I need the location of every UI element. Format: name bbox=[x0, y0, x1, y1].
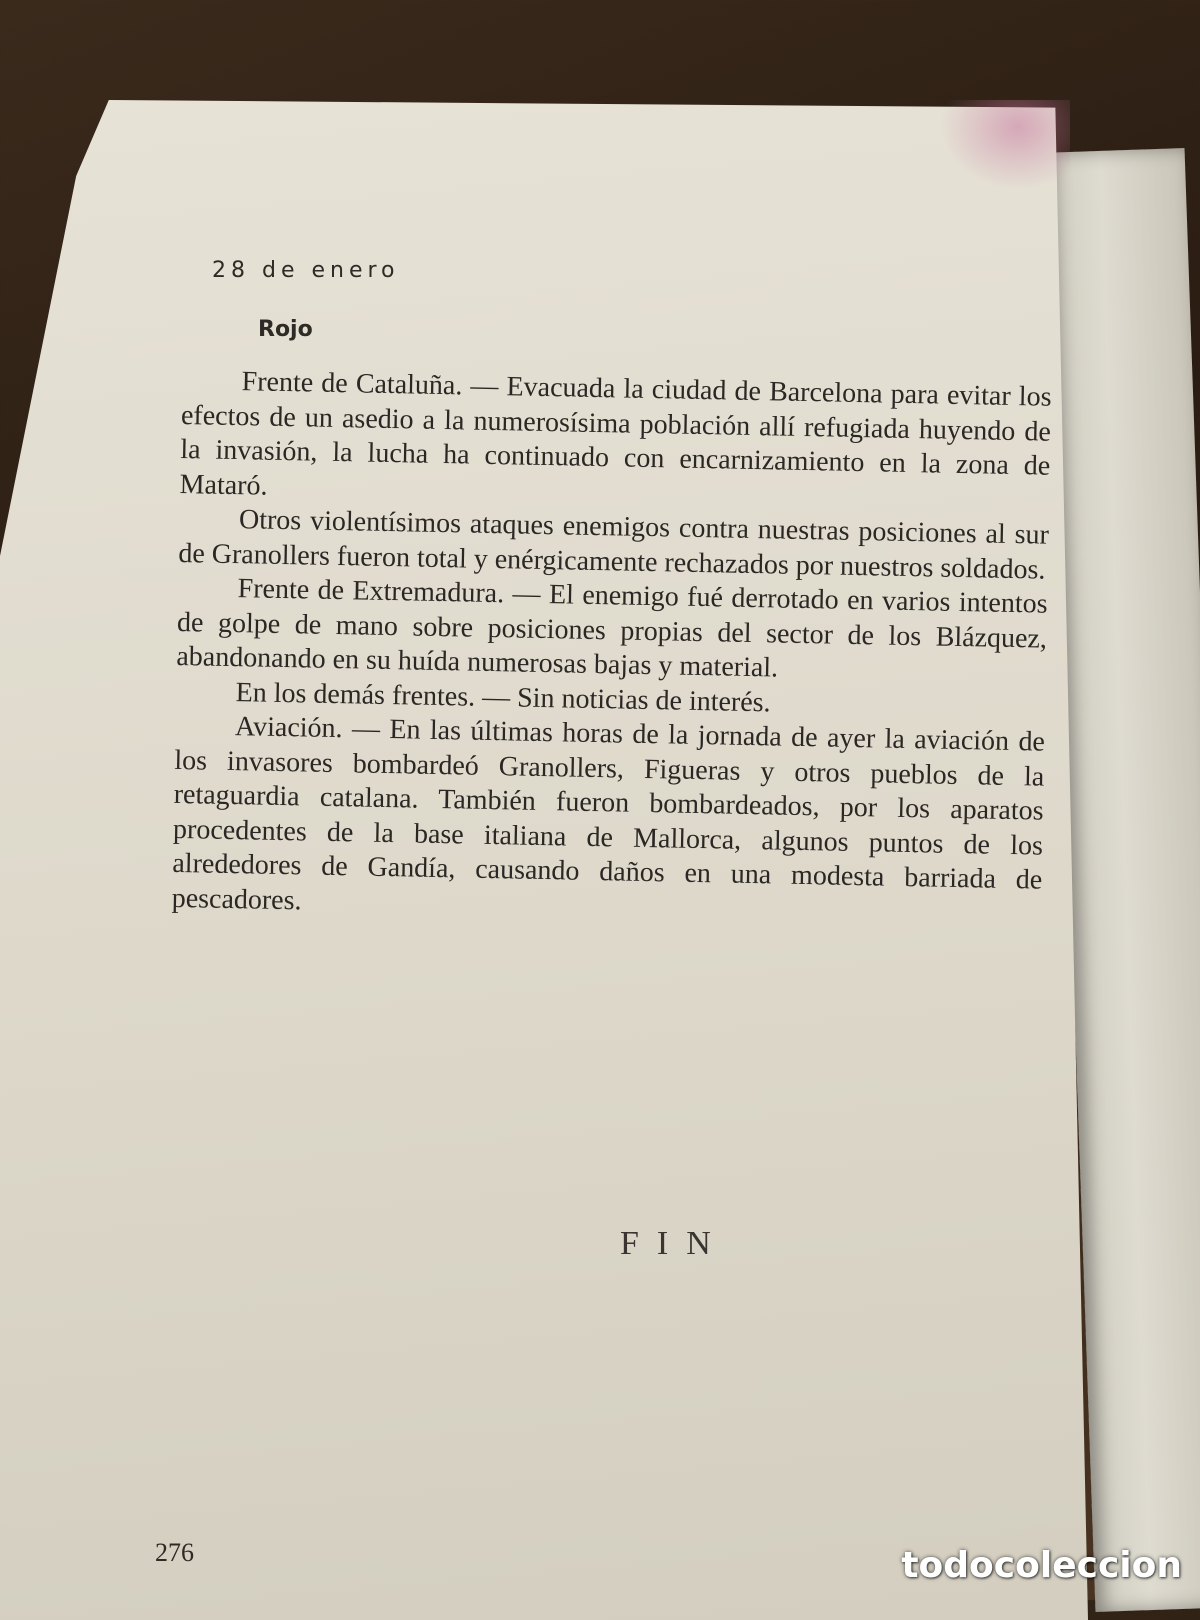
section-title: Rojo bbox=[258, 317, 313, 342]
paragraph-otros-frentes: En los demás frentes. — Sin noticias de interés. bbox=[235, 676, 771, 718]
page-number: 276 bbox=[155, 1538, 194, 1567]
paragraph-extremadura: Frente de Extremadura. — El enemigo fué derrotado en varios intentos de golpe de mano sobre posiciones propias del sector de los Blázquez, abandonando en su huída numerosas bajas y material. bbox=[176, 573, 1048, 684]
paragraph-aviacion: Aviación. — En las últimas horas de la jornada de ayer la aviación de los invasores bombardeó Granollers, Figueras y otros pueblos de la retaguardia catalana. También fueron bombardeados, por los aparatos procedentes de la base italiana de Mallorca, algunos puntos de los alrededores de Gandía, causando daños en una modesta barriada de pescadores. bbox=[171, 711, 1046, 916]
watermark-logo: todocoleccion bbox=[901, 1545, 1182, 1586]
paragraph-cataluna: Frente de Cataluña. — Evacuada la ciudad de Barcelona para evitar los efectos de un asedio a la numerosísima población allí refugiada huyendo de la invasión, la lucha ha continuado con encarnizamiento en la zona de Mataró. bbox=[179, 366, 1052, 502]
end-mark: FIN bbox=[620, 1225, 729, 1262]
entry-date: 28 de enero bbox=[212, 258, 400, 283]
paragraph-granollers: Otros violentísimos ataques enemigos contra nuestras posiciones al sur de Granollers fueron total y enérgicamente rechazados por nuestros soldados. bbox=[178, 504, 1050, 586]
report-body bbox=[171, 364, 1051, 933]
page-stain bbox=[940, 100, 1070, 190]
